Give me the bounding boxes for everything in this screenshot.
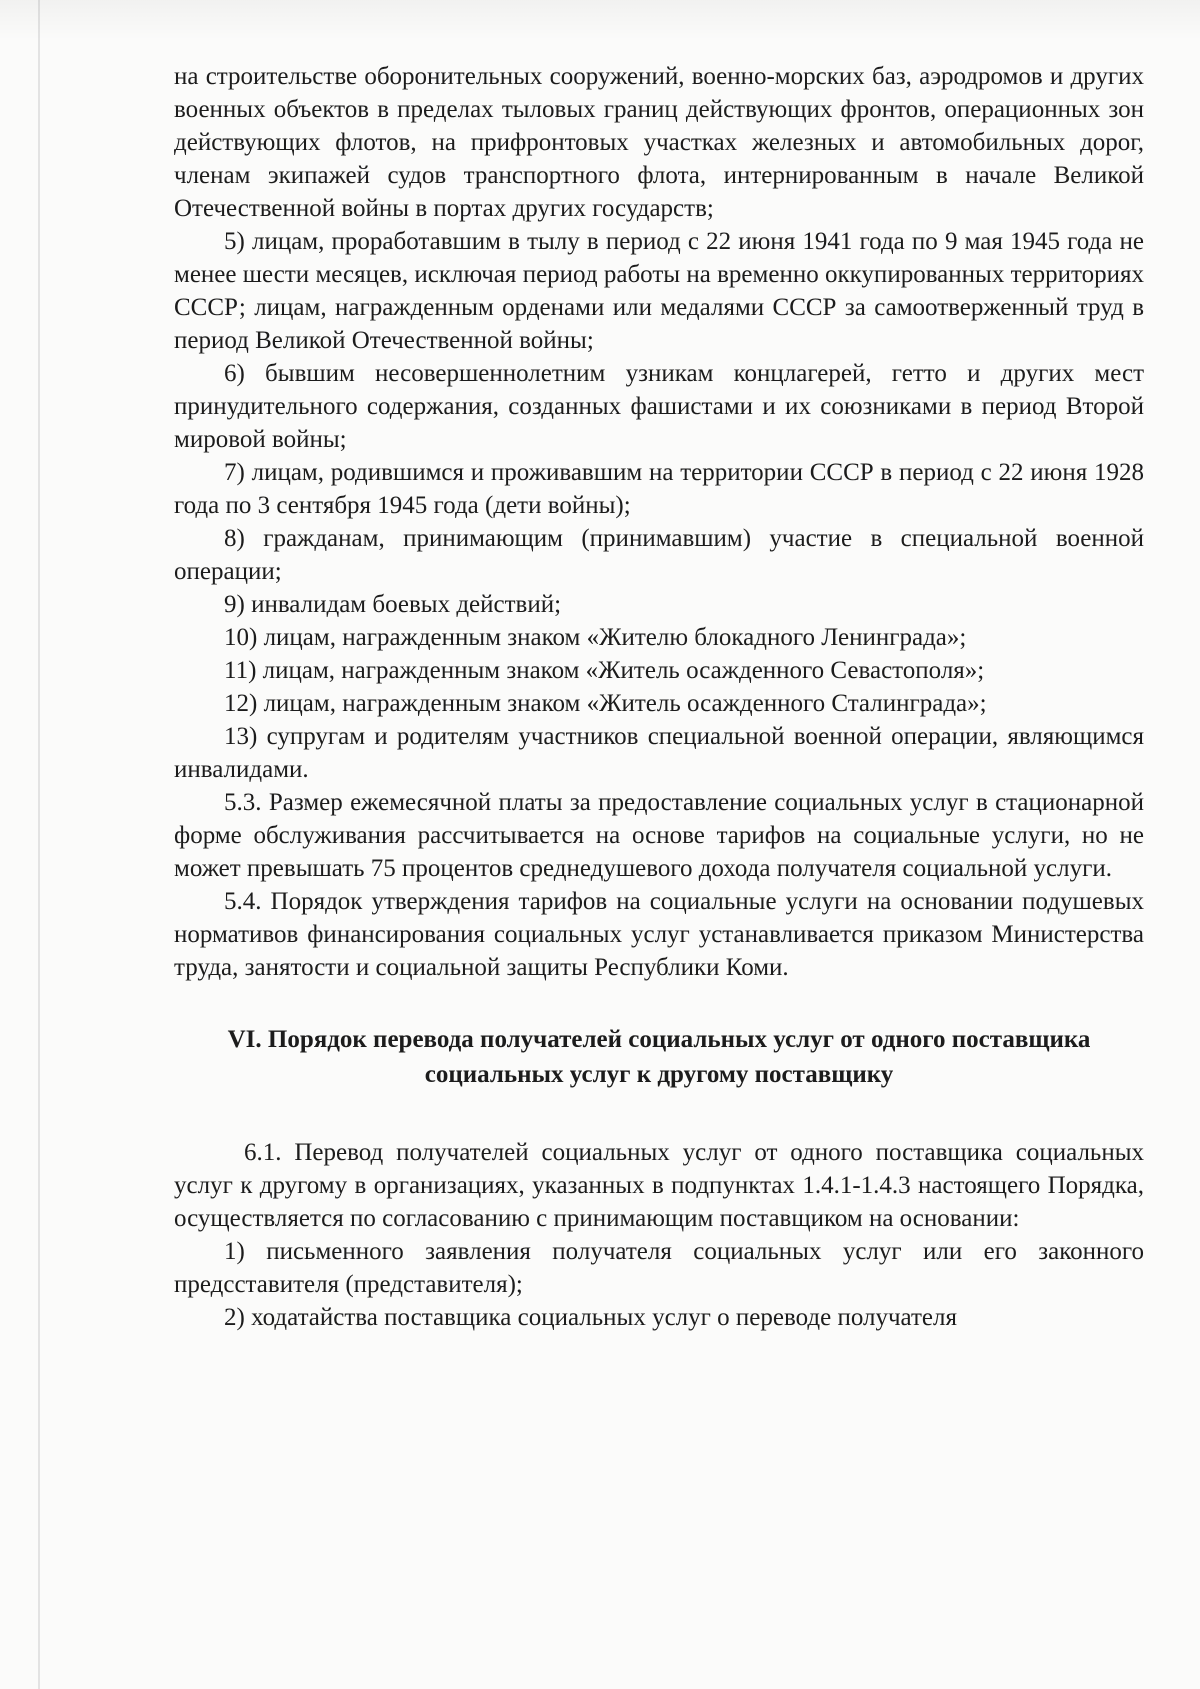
sub-item-2: 2) ходатайства поставщика социальных услуг о переводе получателя [224, 1304, 957, 1331]
list-item-5: 5) лицам, проработавшим в тылу в период с 22 июня 1941 года по 9 мая 1945 года не менее шести месяцев, исключая период работы на временно оккупированных территориях СССР; лицам, награжденным орденами или медалями СССР за самоотверженный труд в период Великой Отечественной войны; [174, 228, 1144, 354]
list-item-7: 7) лицам, родившимся и проживавшим на территории СССР в период с 22 июня 1928 года по 3 сентября 1945 года (дети войны); [174, 459, 1144, 519]
sub-item-1: 1) письменного заявления получателя социальных услуг или его законного предсставителя (представителя); [174, 1238, 1144, 1298]
section-heading [174, 1022, 1144, 1092]
list-item-11: 11) лицам, награжденным знаком «Житель осажденного Севастополя»; [224, 657, 985, 684]
list-item-8: 8) гражданам, принимающим (принимавшим) участие в специальной военной операции; [174, 525, 1144, 585]
list-item-12: 12) лицам, награжденным знаком «Житель осажденного Сталинграда»; [224, 690, 987, 717]
list-item-10: 10) лицам, награжденным знаком «Жителю блокадного Ленинграда»; [224, 624, 967, 651]
list-item-6: 6) бывшим несовершеннолетним узникам концлагерей, гетто и других мест принудительного содержания, созданных фашистами и их союзниками в период Второй мировой войны; [174, 360, 1144, 453]
paragraph-continuation: на строительстве оборонительных сооружений, военно-морских баз, аэродромов и других военных объектов в пределах тыловых границ действующих фронтов, операционных зон действующих флотов, на прифронтовых участках железных и автомобильных дорог, членам экипажей судов транспортного флота, интернированным в начале Великой Отечественной войны в портах других государств; [174, 63, 1144, 222]
list-item-9: 9) инвалидам боевых действий; [224, 591, 562, 618]
clause-5-3: 5.3. Размер ежемесячной платы за предоставление социальных услуг в стационарной форме обслуживания рассчитывается на основе тарифов на социальные услуги, но не может превышать 75 процентов среднедушевого дохода получателя социальной услуги. [174, 789, 1144, 882]
clause-6-1: 6.1. Перевод получателей социальных услуг от одного поставщика социальных услуг к другому в организациях, указанных в подпунктах 1.4.1-1.4.3 настоящего Порядка, осуществляется по согласованию с принимающим поставщиком на основании: [174, 1139, 1144, 1232]
list-item-13: 13) супругам и родителям участников специальной военной операции, являющимся инвалидами. [174, 723, 1144, 783]
clause-5-4: 5.4. Порядок утверждения тарифов на социальные услуги на основании подушевых нормативов финансирования социальных услуг устанавливается приказом Министерства труда, занятости и социальной защиты Республики Коми. [174, 888, 1144, 981]
section-heading-line-1: VI. Порядок перевода получателей социальных услуг от одного поставщика [227, 1026, 1091, 1053]
section-heading-line-2: социальных услуг к другому поставщику [424, 1061, 894, 1088]
